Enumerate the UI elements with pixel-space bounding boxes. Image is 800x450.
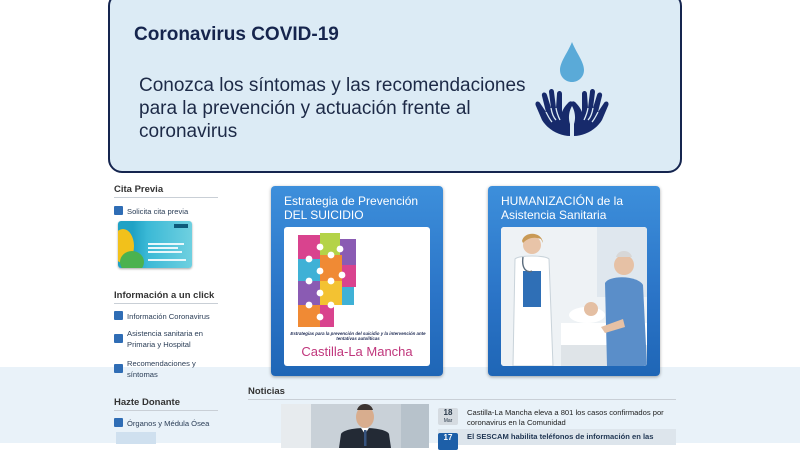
suicidio-poster-image	[284, 227, 430, 366]
news-photo[interactable]	[281, 404, 429, 448]
sidebar-item-label: Recomendaciones y síntomas	[127, 359, 196, 379]
hands-water-drop-icon	[534, 40, 610, 140]
link-bullet-icon	[114, 311, 123, 320]
health-card-image[interactable]	[118, 221, 192, 268]
donante-banner-image[interactable]	[116, 432, 156, 444]
covid-banner-text: Conozca los síntomas y las recomendaciones para la prevención y actuación frente al coronavirus	[139, 75, 526, 142]
news-month: Mar	[443, 418, 453, 424]
news-headline: El SESCAM habilita teléfonos de información en las	[467, 432, 654, 441]
info-click-heading: Información a un click	[114, 290, 215, 301]
divider	[114, 410, 218, 411]
humanizacion-photo	[501, 227, 647, 366]
divider	[114, 303, 218, 304]
divider	[114, 197, 218, 198]
news-day: 17	[443, 433, 453, 442]
promo-card-humanizacion[interactable]	[488, 186, 660, 376]
suicidio-poster-caption: Estrategias para la prevención del suicidio y la intervención ante tentativas autolíticas	[290, 331, 426, 342]
noticias-heading: Noticias	[248, 386, 285, 397]
hospital-scene-illustration	[501, 227, 647, 366]
sidebar-item-label: Información Coronavirus	[127, 312, 210, 321]
card-line	[148, 243, 184, 245]
card-line	[148, 259, 186, 261]
card-stripe-green	[120, 251, 144, 268]
hazte-donante-heading: Hazte Donante	[114, 397, 180, 408]
news-date-badge	[438, 433, 458, 450]
card-line	[148, 247, 178, 249]
solicita-cita-label: Solicita cita previa	[127, 207, 189, 216]
covid-banner-title: Coronavirus COVID-19	[134, 24, 339, 45]
link-bullet-icon	[114, 364, 123, 373]
suicidio-poster-region: Castilla-La Mancha	[301, 344, 413, 359]
covid-banner[interactable]	[108, 0, 682, 173]
news-speaker-photo	[281, 404, 429, 448]
promo-card-suicidio[interactable]	[271, 186, 443, 376]
card-logo	[174, 224, 188, 228]
card-line	[148, 251, 182, 253]
news-date-badge	[438, 408, 458, 425]
cita-previa-heading: Cita Previa	[114, 184, 164, 195]
divider	[248, 399, 676, 400]
promo-title-suicidio: Estrategia de Prevención DEL SUICIDIO	[284, 194, 419, 222]
sidebar-item-label: Órganos y Médula Ósea	[127, 419, 210, 428]
link-bullet-icon	[114, 418, 123, 427]
news-headline: Castilla-La Mancha eleva a 801 los casos confirmados por coronavirus en la Comunidad	[467, 408, 664, 427]
puzzle-head-illustration	[284, 227, 430, 331]
news-day: 18	[443, 408, 453, 417]
promo-title-humanizacion: HUMANIZACIÓN de la Asistencia Sanitaria	[501, 194, 624, 222]
sidebar-item-label: Asistencia sanitaria en Primaria y Hospital	[127, 329, 203, 349]
link-bullet-icon	[114, 206, 123, 215]
link-bullet-icon	[114, 334, 123, 343]
